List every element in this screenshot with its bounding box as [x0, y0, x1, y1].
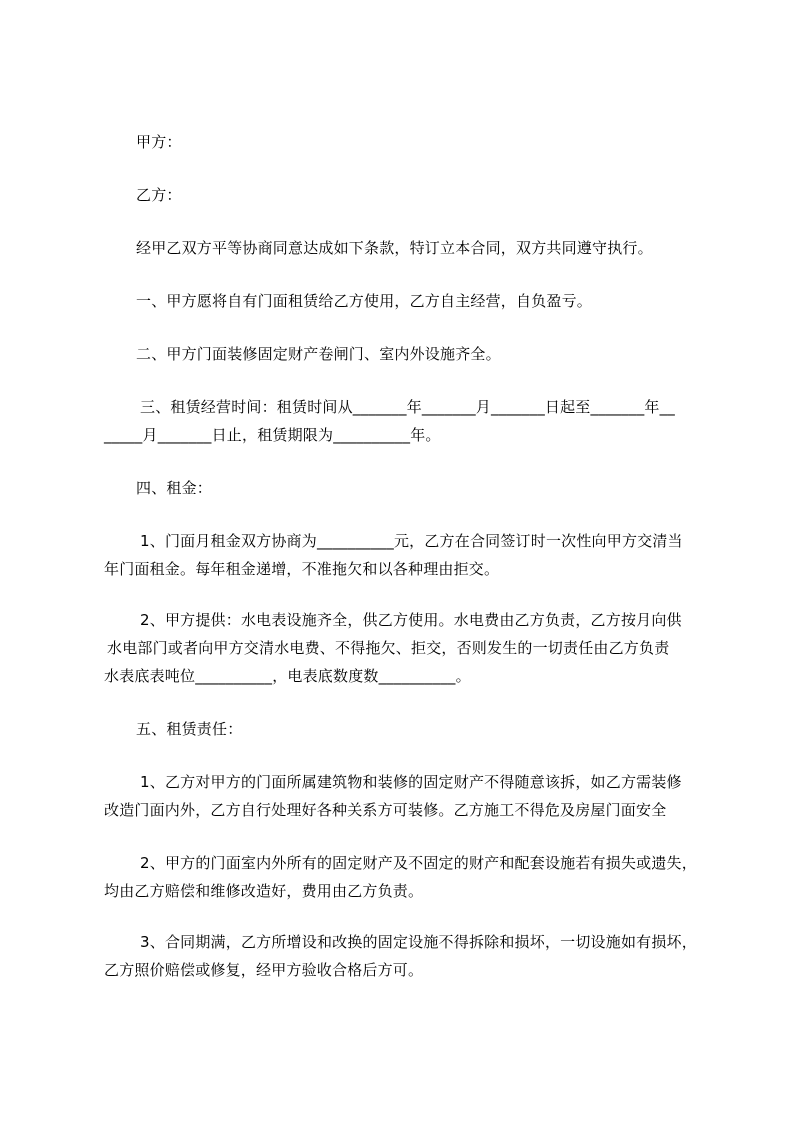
clause-4-item-1-line-1: 1、门面月租金双方协商为__________元，乙方在合同签订时一次性向甲方交清当	[140, 532, 683, 550]
clause-5-item-1-line-2: 改造门面内外，乙方自行处理好各种关系方可装修。乙方施工不得危及房屋门面安全	[104, 801, 667, 819]
party-a-label: 甲方：	[136, 133, 182, 151]
party-b-label: 乙方：	[136, 186, 182, 204]
clause-4-item-2-line-3: 水表底表吨位__________，电表底数度数__________。	[104, 667, 471, 685]
clause-5-item-3-line-2: 乙方照价赔偿或修复，经甲方验收合格后方可。	[104, 961, 424, 979]
clause-5-item-1-line-1: 1、乙方对甲方的门面所属建筑物和装修的固定财产不得随意该拆，如乙方需装修	[140, 773, 682, 791]
clause-2: 二、甲方门面装修固定财产卷闸门、室内外设施齐全。	[136, 345, 501, 363]
preamble-paragraph: 经甲乙双方平等协商同意达成如下条款，特订立本合同，双方共同遵守执行。	[136, 239, 653, 257]
clause-5-item-2-line-2: 均由乙方赔偿和维修改造好，费用由乙方负责。	[104, 882, 424, 900]
clause-4-item-2-line-2: 水电部门或者向甲方交清水电费、不得拖欠、拒交，否则发生的一切责任由乙方负责	[107, 639, 670, 657]
clause-3-line-2: _____月_______日止，租赁期限为__________年。	[104, 426, 441, 444]
clause-1: 一、甲方愿将自有门面租赁给乙方使用，乙方自主经营，自负盈亏。	[136, 292, 593, 310]
clause-5-item-3-line-1: 3、合同期满，乙方所增设和改换的固定设施不得拆除和损坏，一切设施如有损坏，	[140, 933, 697, 951]
clause-4-heading: 四、租金：	[136, 479, 213, 497]
clause-3-line-1: 三、租赁经营时间：租赁时间从_______年_______月_______日起至_______年__	[140, 398, 676, 416]
clause-4-item-2-line-1: 2、甲方提供：水电表设施齐全，供乙方使用。水电费由乙方负责，乙方按月向供	[140, 611, 682, 629]
clause-4-item-1-line-2: 年门面租金。每年租金递增，不准拖欠和以各种理由拒交。	[104, 560, 500, 578]
clause-5-heading: 五、租赁责任：	[136, 720, 243, 738]
clause-5-item-2-line-1: 2、甲方的门面室内外所有的固定财产及不固定的财产和配套设施若有损失或遗失，	[140, 854, 697, 872]
